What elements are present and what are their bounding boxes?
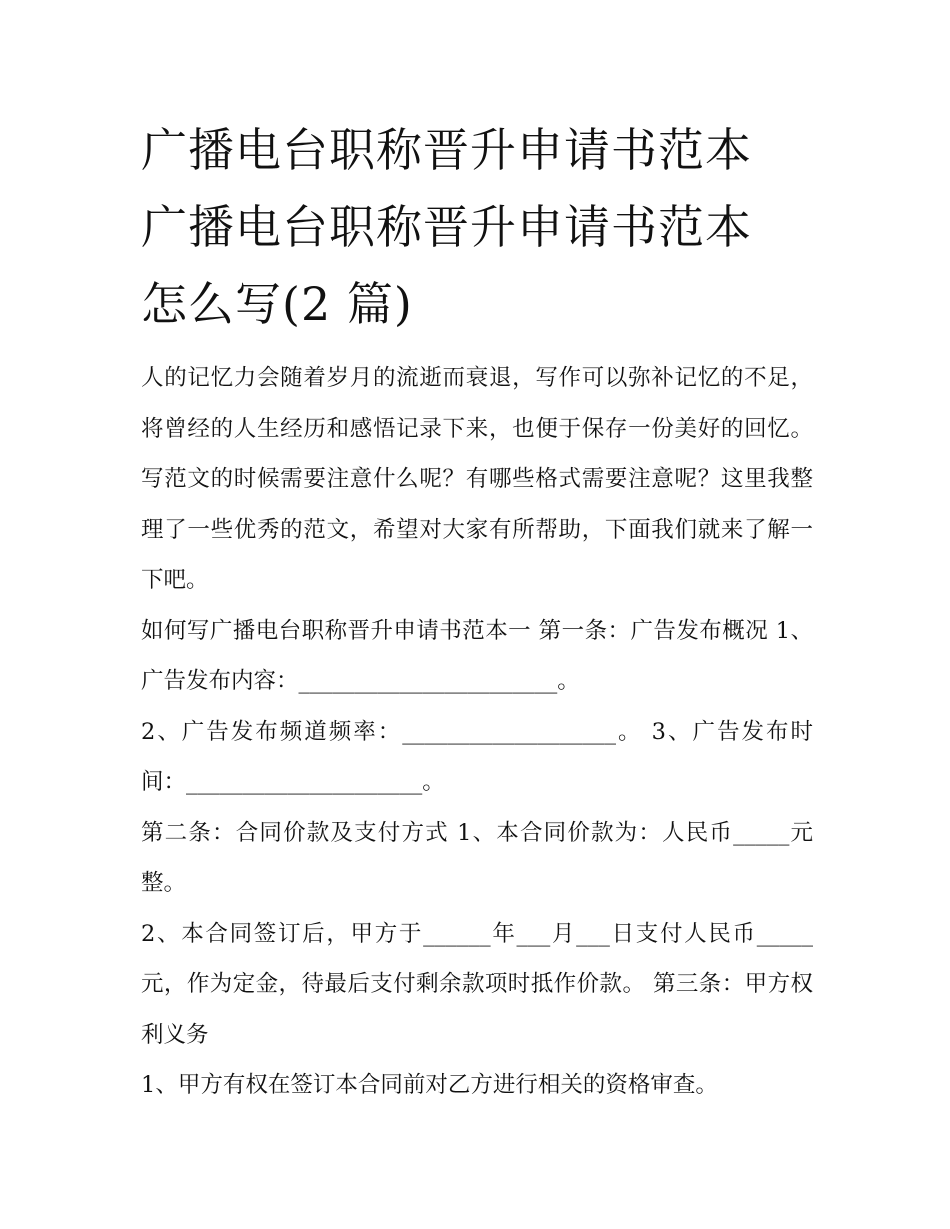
intro-paragraph: 人的记忆力会随着岁月的流逝而衰退，写作可以弥补记忆的不足，将曾经的人生经历和感悟记录下来，也便于保存一份美好的回忆。写范文的时候需要注意什么呢？有哪些格式需要注意呢？这里我整理了一些优秀的范文，希望对大家有所帮助，下面我们就来了解一下吧。 — [141, 365, 813, 593]
title-line-3: 怎么写(2 篇) — [141, 277, 413, 331]
body-paragraph-article-2: 第二条：合同价款及支付方式 1、本合同价款为：人民币_____元整。 — [141, 819, 813, 896]
body-paragraph-article-1: 如何写广播电台职称晋升申请书范本一 第一条：广告发布概况 1、广告发布内容：_______________________。 — [141, 617, 813, 694]
document-title — [141, 112, 813, 343]
body-paragraph-party-a-rights: 1、甲方有权在签订本合同前对乙方进行相关的资格审查。 — [141, 1072, 718, 1098]
body-paragraph-deposit: 2、本合同签订后，甲方于______年___月___日支付人民币_____元，作为定金，待最后支付剩余款项时抵作价款。 第三条：甲方权利义务 — [141, 920, 813, 1048]
document-page — [141, 112, 813, 1111]
title-line-1: 广播电台职称晋升申请书范本 — [141, 123, 752, 177]
body-paragraph-frequency-time: 2、广告发布频道频率：___________________。 3、广告发布时间：_____________________。 — [141, 718, 813, 795]
title-line-2: 广播电台职称晋升申请书范本 — [141, 200, 752, 254]
